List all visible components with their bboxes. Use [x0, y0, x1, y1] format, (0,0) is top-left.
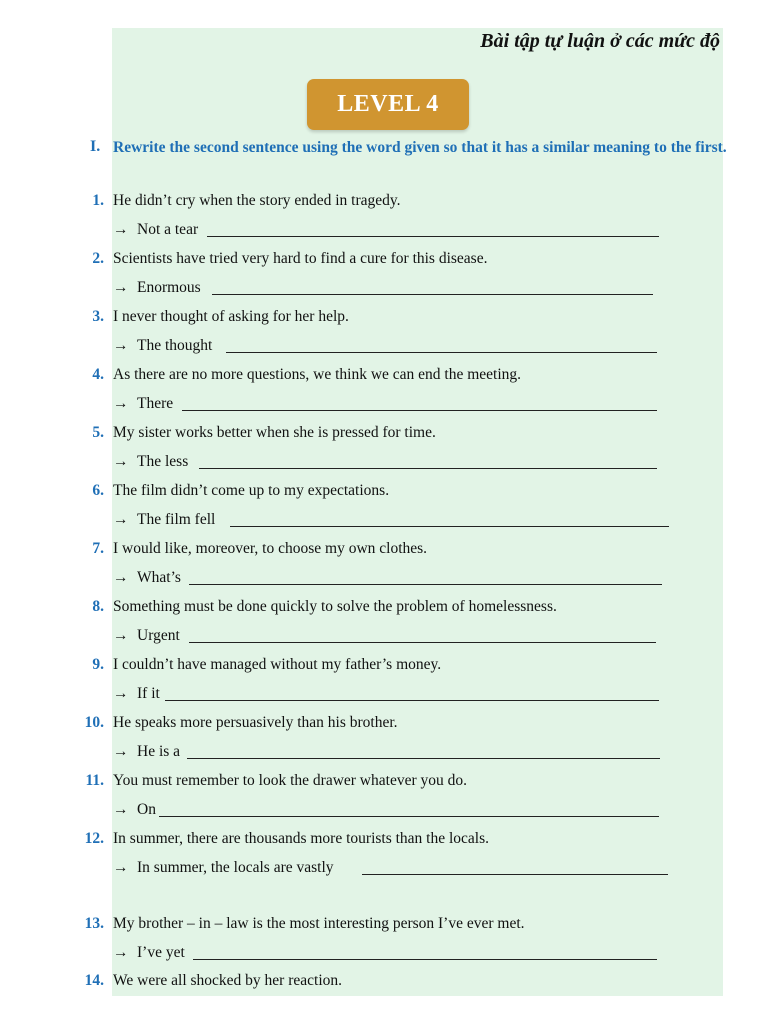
exercise-item: [0, 418, 768, 447]
answer-prompt: On: [137, 801, 156, 818]
answer-blank[interactable]: [187, 758, 660, 759]
exercise-item: [0, 534, 768, 563]
arrow-icon: →: [113, 569, 129, 586]
answer-prompt: What’s: [137, 569, 181, 586]
answer-blank[interactable]: [362, 874, 668, 875]
answer-prompt: Urgent: [137, 627, 180, 644]
answer-blank[interactable]: [165, 700, 659, 701]
item-number: 11.: [85, 772, 104, 789]
answer-blank[interactable]: [159, 816, 659, 817]
item-sentence: He speaks more persuasively than his brother.: [113, 714, 398, 731]
exercise-item: [0, 244, 768, 273]
answer-blank[interactable]: [193, 959, 657, 960]
answer-prompt: He is a: [137, 743, 181, 760]
arrow-icon: →: [113, 279, 129, 296]
arrow-icon: →: [113, 453, 129, 470]
exercise-item: [0, 302, 768, 331]
item-number: 12.: [84, 830, 104, 847]
exercise-item: [0, 708, 768, 737]
arrow-icon: →: [113, 337, 129, 354]
exercise-item: [0, 360, 768, 389]
item-number: 6.: [92, 482, 104, 499]
exercise-item: [0, 909, 768, 938]
exercise-item: [0, 766, 768, 795]
arrow-icon: →: [113, 395, 129, 412]
answer-row: [0, 273, 768, 302]
answer-prompt: Not a tear: [137, 221, 199, 238]
page-title: Bài tập tự luận ở các mức độ: [480, 30, 720, 52]
answer-row: [0, 563, 768, 592]
arrow-icon: →: [113, 627, 129, 644]
item-sentence: As there are no more questions, we think we can end the meeting.: [113, 366, 522, 383]
item-number: 8.: [92, 598, 104, 615]
answer-blank[interactable]: [226, 352, 657, 353]
arrow-icon: →: [113, 511, 129, 528]
item-number: 1.: [92, 192, 104, 209]
answer-prompt: If it: [137, 685, 160, 702]
answer-prompt: In summer, the locals are vastly: [137, 859, 334, 876]
exercise-item: [0, 966, 768, 995]
exercise-item: [0, 186, 768, 215]
exercise-item: [0, 650, 768, 679]
answer-row: [0, 938, 768, 967]
answer-blank[interactable]: [207, 236, 659, 237]
item-sentence: You must remember to look the drawer whatever you do.: [113, 772, 467, 789]
level-badge: LEVEL 4: [307, 79, 469, 130]
arrow-icon: →: [113, 221, 129, 238]
item-sentence: He didn’t cry when the story ended in tragedy.: [113, 192, 401, 209]
answer-blank[interactable]: [189, 584, 662, 585]
exercise-item: [0, 592, 768, 621]
answer-blank[interactable]: [212, 294, 653, 295]
item-number: 14.: [84, 972, 104, 989]
answer-blank[interactable]: [189, 642, 656, 643]
item-number: 10.: [84, 714, 104, 731]
answer-prompt: The thought: [137, 337, 213, 354]
item-sentence: My sister works better when she is pressed for time.: [113, 424, 436, 441]
answer-row: [0, 621, 768, 650]
answer-blank[interactable]: [182, 410, 657, 411]
answer-row: [0, 737, 768, 766]
answer-row: [0, 853, 768, 882]
item-sentence: In summer, there are thousands more tourists than the locals.: [113, 830, 490, 847]
item-sentence: We were all shocked by her reaction.: [113, 972, 342, 989]
answer-prompt: The film fell: [137, 511, 216, 528]
item-number: 9.: [92, 656, 104, 673]
arrow-icon: →: [113, 743, 129, 760]
answer-row: [0, 679, 768, 708]
arrow-icon: →: [113, 801, 129, 818]
arrow-icon: →: [113, 859, 129, 876]
answer-row: [0, 215, 768, 244]
exercise-item: [0, 824, 768, 853]
answer-prompt: There: [137, 395, 174, 412]
answer-row: [0, 795, 768, 824]
item-sentence: Something must be done quickly to solve the problem of homelessness.: [113, 598, 557, 615]
answer-row: [0, 505, 768, 534]
answer-blank[interactable]: [199, 468, 657, 469]
answer-prompt: I’ve yet: [137, 944, 185, 961]
item-number: 13.: [84, 915, 104, 932]
arrow-icon: →: [113, 944, 129, 961]
answer-row: [0, 447, 768, 476]
item-sentence: I never thought of asking for her help.: [113, 308, 349, 325]
section-number: I.: [90, 138, 101, 155]
item-sentence: I couldn’t have managed without my father’s money.: [113, 656, 442, 673]
answer-prompt: The less: [137, 453, 189, 470]
answer-prompt: Enormous: [137, 279, 201, 296]
item-sentence: The film didn’t come up to my expectations.: [113, 482, 390, 499]
item-sentence: I would like, moreover, to choose my own clothes.: [113, 540, 428, 557]
arrow-icon: →: [113, 685, 129, 702]
item-number: 2.: [92, 250, 104, 267]
item-number: 3.: [92, 308, 104, 325]
item-number: 4.: [92, 366, 104, 383]
answer-blank[interactable]: [230, 526, 669, 527]
section-instruction: Rewrite the second sentence using the word given so that it has a similar meaning to the first.: [113, 139, 727, 156]
item-sentence: My brother – in – law is the most interesting person I’ve ever met.: [113, 915, 525, 932]
item-number: 7.: [92, 540, 104, 557]
exercise-item: [0, 476, 768, 505]
answer-row: [0, 389, 768, 418]
answer-row: [0, 331, 768, 360]
item-sentence: Scientists have tried very hard to find a cure for this disease.: [113, 250, 488, 267]
item-number: 5.: [92, 424, 104, 441]
